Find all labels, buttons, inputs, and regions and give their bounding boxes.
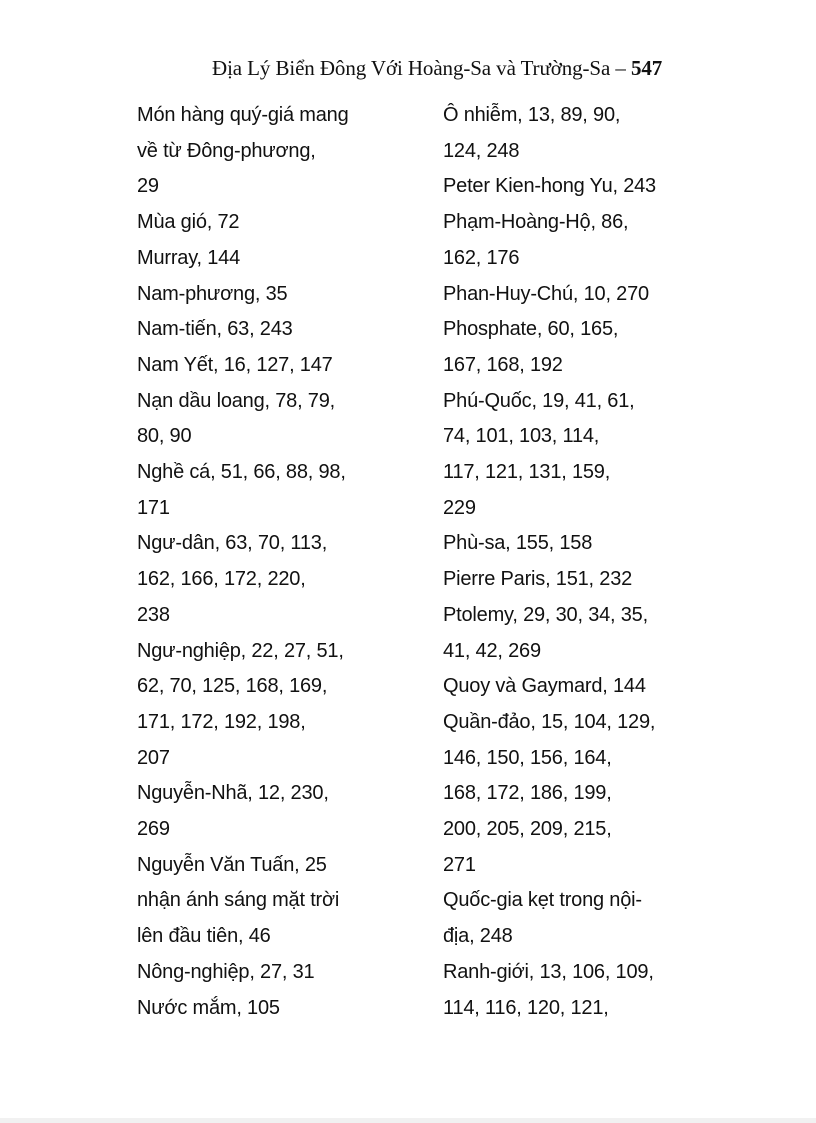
index-entry-line: Phosphate, 60, 165, (443, 318, 619, 341)
index-entry-line: 162, 176 (443, 246, 520, 269)
index-entry (443, 526, 733, 562)
index-entry-line: lên đầu tiên, 46 (137, 925, 271, 948)
index-entry-line: Nghề cá, 51, 66, 88, 98, (137, 461, 346, 484)
index-entry-line: Nguyễn-Nhã, 12, 230, (137, 782, 329, 805)
index-entry (443, 955, 733, 1026)
index-column-left (137, 98, 427, 1026)
index-entry-line: 124, 248 (443, 139, 520, 162)
index-entry-line: Nam-tiến, 63, 243 (137, 318, 293, 341)
index-entry (443, 277, 733, 313)
index-entry-line: 238 (137, 603, 170, 626)
index-entry-line: 171 (137, 496, 170, 519)
index-entry (443, 98, 733, 169)
index-entry-line: 207 (137, 746, 170, 769)
index-entry (137, 348, 427, 384)
index-entry-line: 74, 101, 103, 114, (443, 425, 600, 448)
index-entry-line: Phú-Quốc, 19, 41, 61, (443, 389, 635, 412)
index-entry (137, 955, 427, 991)
index-entry-line: 62, 70, 125, 168, 169, (137, 675, 328, 698)
index-entry-line: Nước mắm, 105 (137, 996, 280, 1019)
index-column-right (443, 98, 733, 1026)
index-entry (443, 384, 733, 527)
index-entry-line: Ptolemy, 29, 30, 34, 35, (443, 603, 648, 626)
index-entry-line: Món hàng quý-giá mang (137, 104, 349, 126)
index-entry (137, 848, 427, 884)
index-entry-line: Nam-phương, 35 (137, 282, 288, 305)
index-entry-line: 229 (443, 496, 476, 519)
index-entry-line: Quần-đảo, 15, 104, 129, (443, 710, 656, 733)
index-entry-line: Phan-Huy-Chú, 10, 270 (443, 282, 649, 305)
index-entry-line: Nam Yết, 16, 127, 147 (137, 353, 333, 376)
index-entry (443, 669, 733, 705)
index-entry-line: Ô nhiễm, 13, 89, 90, (443, 104, 621, 126)
index-entry-line: 167, 168, 192 (443, 353, 563, 376)
index-entry (137, 776, 427, 847)
index-entry-line: nhận ánh sáng mặt trời (137, 889, 340, 912)
index-entry-line: Nông-nghiệp, 27, 31 (137, 960, 315, 983)
index-entry-line: Mùa gió, 72 (137, 211, 240, 234)
index-entry-line: 29 (137, 175, 159, 198)
index-entry-line: 146, 150, 156, 164, (443, 746, 612, 769)
index-entry (137, 241, 427, 277)
index-entry-line: địa, 248 (443, 925, 513, 948)
index-entry-line: 271 (443, 853, 476, 876)
page-number: 547 (630, 56, 663, 80)
index-entry-line: 168, 172, 186, 199, (443, 782, 612, 805)
index-entry (443, 312, 733, 383)
index-entry-line: 171, 172, 192, 198, (137, 710, 306, 733)
index-entry-line: 114, 116, 120, 121, (443, 996, 609, 1019)
index-entry (443, 705, 733, 884)
index-entry (137, 634, 427, 777)
header-separator: – (610, 56, 631, 80)
index-entry-line: Nạn dầu loang, 78, 79, (137, 389, 335, 412)
index-entry-line: 117, 121, 131, 159, (443, 461, 611, 484)
index-entry (137, 991, 427, 1027)
index-entry (137, 526, 427, 633)
index-entry-line: Quốc-gia kẹt trong nội- (443, 889, 642, 912)
index-entry-line: 162, 166, 172, 220, (137, 568, 306, 591)
index-entry-line: Phạm-Hoàng-Hộ, 86, (443, 211, 629, 234)
index-entry (137, 455, 427, 526)
index-entry-line: 269 (137, 818, 170, 841)
index-entry (137, 98, 427, 205)
index-entry (443, 169, 733, 205)
index-entry-line: Ngư-nghiệp, 22, 27, 51, (137, 639, 344, 662)
index-entry (137, 883, 427, 954)
index-entry-line: Murray, 144 (137, 246, 241, 269)
index-entry-line: về từ Đông-phương, (137, 139, 316, 162)
index-entry (137, 277, 427, 313)
index-entry (137, 205, 427, 241)
index-entry (443, 205, 733, 276)
index-entry (443, 598, 733, 669)
index-entry-line: Phù-sa, 155, 158 (443, 532, 593, 555)
header-title: Địa Lý Biển Đông Với Hoàng-Sa và Trường-Sa (212, 56, 611, 80)
page-bottom-edge (0, 1118, 816, 1123)
index-entry-line: Ranh-giới, 13, 106, 109, (443, 960, 654, 983)
index-entry (443, 883, 733, 954)
index-entry-line: Nguyễn Văn Tuấn, 25 (137, 853, 327, 876)
index-entry-line: Peter Kien-hong Yu, 243 (443, 175, 656, 198)
index-entry-line: Pierre Paris, 151, 232 (443, 568, 633, 591)
index-entry (443, 562, 733, 598)
index-entry-line: 41, 42, 269 (443, 639, 541, 662)
index-entry-line: 80, 90 (137, 425, 192, 448)
index-entry-line: Ngư-dân, 63, 70, 113, (137, 532, 328, 555)
index-entry-line: 200, 205, 209, 215, (443, 818, 612, 841)
index-entry (137, 312, 427, 348)
index-entry-line: Quoy và Gaymard, 144 (443, 675, 646, 698)
running-header (212, 52, 682, 84)
index-entry (137, 384, 427, 455)
